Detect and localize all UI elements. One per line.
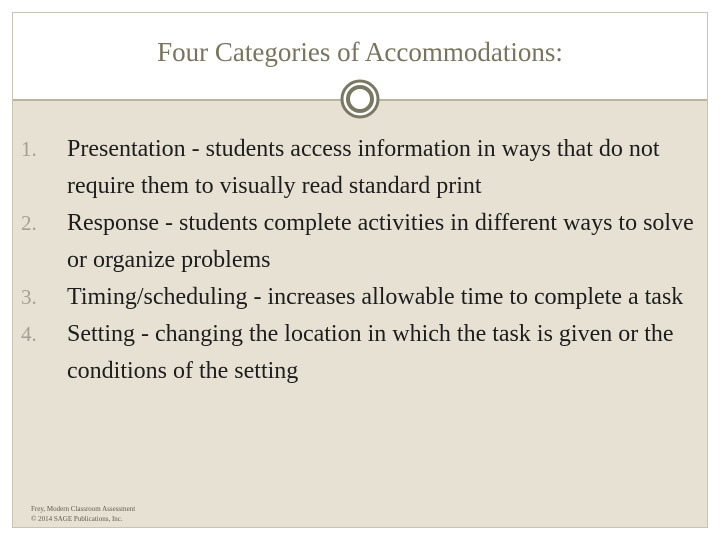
- item-text: Setting - changing the location in which the task is given or the conditions of the setting: [67, 321, 674, 384]
- item-number: 2.: [21, 211, 37, 235]
- list-item: [13, 316, 707, 390]
- footer-citation: Frey, Modern Classroom Assessment: [31, 505, 136, 513]
- item-number: 1.: [21, 137, 37, 161]
- item-number: 3.: [21, 285, 37, 309]
- list-item: [13, 205, 707, 279]
- accommodation-list: [13, 131, 707, 390]
- footer-copyright: © 2014 SAGE Publications, Inc.: [31, 515, 123, 523]
- list-item: [13, 279, 707, 316]
- slide-frame: [12, 12, 708, 528]
- item-text: Timing/scheduling - increases allowable time to complete a task: [67, 284, 684, 310]
- item-text: Presentation - students access information in ways that do not require them to visually read standard print: [67, 136, 660, 199]
- item-number: 4.: [21, 322, 37, 346]
- slide-title: Four Categories of Accommodations:: [157, 37, 563, 67]
- slide-footer: [31, 504, 135, 524]
- list-item: [13, 131, 707, 205]
- circle-ring-icon: [340, 79, 380, 119]
- item-text: Response - students complete activities in different ways to solve or organize problems: [67, 210, 694, 273]
